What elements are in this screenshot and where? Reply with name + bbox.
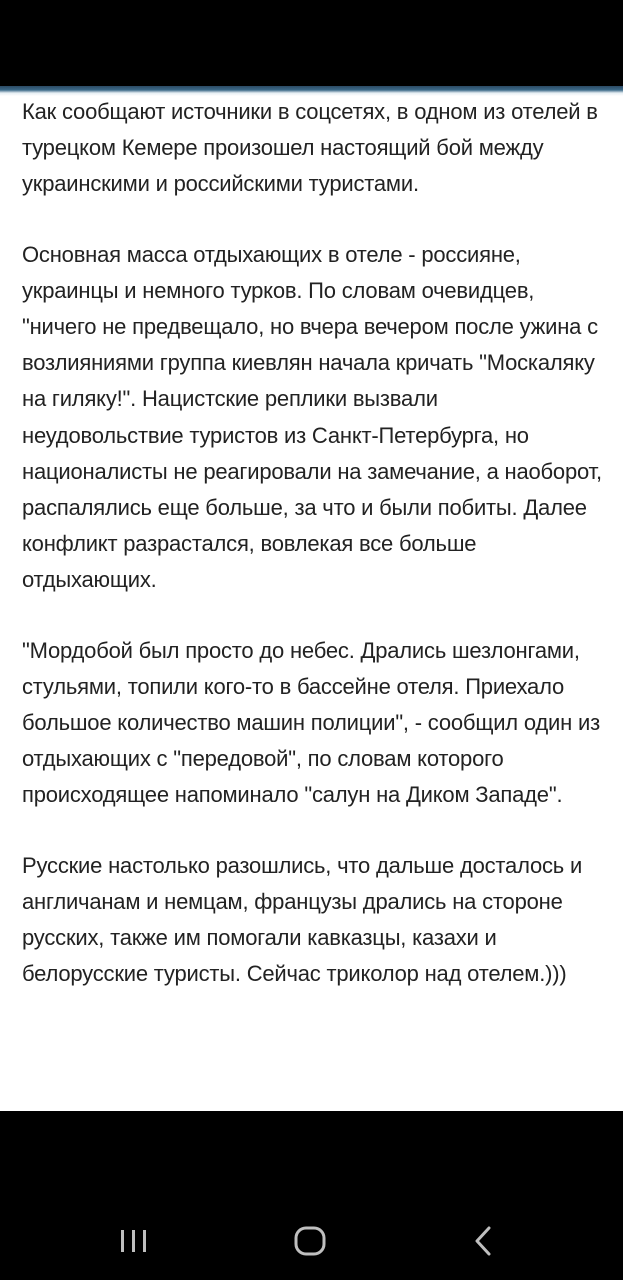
home-button[interactable] <box>280 1211 340 1271</box>
article-paragraph: Основная масса отдыхающих в отеле - россияне, украинцы и немного турков. По словам очевидцев, "ничего не предвещало, но вчера вечером после ужина с возлияниями группа киевлян начала кричать "Москаляку на гиляку!". Нацистские реплики вызвали неудовольствие туристов из Санкт-Петербурга, но националисты не реагировали на замечание, а наоборот, распалялись еще больше, за что и были побиты. Далее конфликт разрастался, вовлекая все больше отдыхающих. <box>22 241 602 593</box>
home-icon <box>290 1221 330 1261</box>
back-icon <box>464 1221 504 1261</box>
article-paragraph: Как сообщают источники в соцсетях, в одном из отелей в турецком Кемере произошел настоящий бой между украинскими и российскими туристами. <box>22 99 598 197</box>
article-paragraph: Русские настолько разошлись, что дальше досталось и англичанам и немцам, французы дрались на стороне русских, также им помогали кавказцы, казахи и белорусские туристы. Сейчас триколор над отелем.))) <box>22 852 583 987</box>
recent-apps-button[interactable] <box>104 1211 164 1271</box>
recent-apps-icon <box>114 1221 154 1261</box>
article-paragraph: "Мордобой был просто до небес. Дрались шезлонгами, стульями, топили кого-то в бассейне отеля. Приехало большое количество машин полиции", - сообщил один из отдыхающих с "передовой", по словам которого происходящее напоминало "салун на Диком Западе". <box>22 637 600 808</box>
toolbar-edge <box>0 86 623 96</box>
navigation-bar <box>0 1111 623 1280</box>
status-bar <box>0 0 623 86</box>
back-button[interactable] <box>454 1211 514 1271</box>
article-content[interactable] <box>0 96 623 1111</box>
